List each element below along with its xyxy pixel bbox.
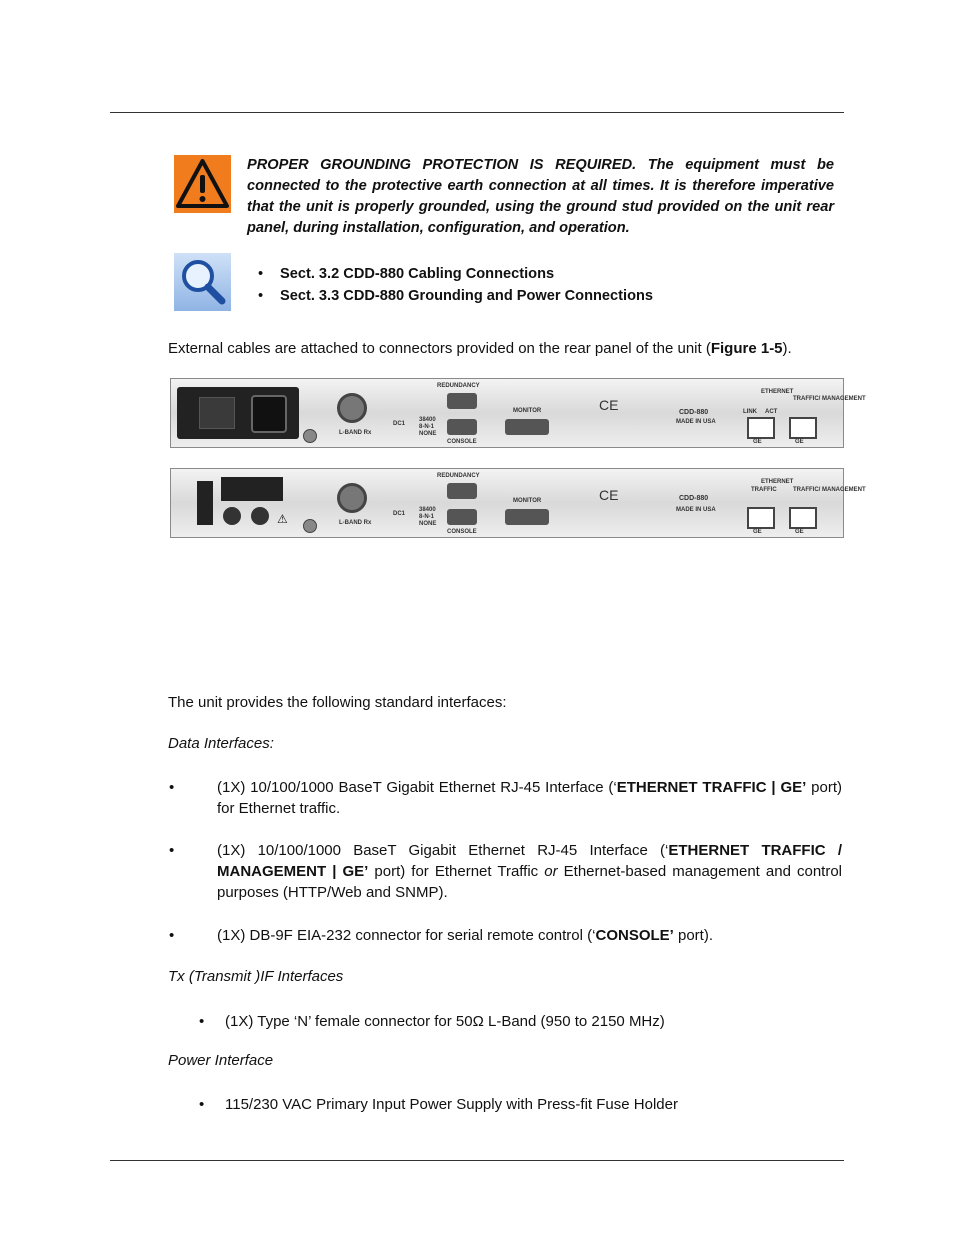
magnifier-icon xyxy=(174,253,231,311)
power-inlet xyxy=(251,395,287,433)
rear-panel-ac: L-BAND Rx DC1 REDUNDANCY 38400 8-N-1 NONE CONSOLE MONITOR CE CDD-880 MADE IN USA ETHERNET TRAFFIC/ MANAGEMENT LINK ACT GE GE xyxy=(170,378,844,448)
grounding-warning-text: PROPER GROUNDING PROTECTION IS REQUIRED. The equipment must be connected to the protective earth connection at all times. It is therefore imperative that the unit is properly grounded, using the ground stud provided on the unit rear panel, during installation, configuration, and operation. xyxy=(247,157,834,236)
lband-connector xyxy=(337,483,367,513)
ethernet-traffic-port xyxy=(747,507,775,529)
dc-fuse-2 xyxy=(251,507,269,525)
reference-list xyxy=(258,263,653,307)
monitor-port xyxy=(505,509,549,525)
console-port xyxy=(447,509,477,525)
power-interface-heading: Power Interface xyxy=(168,1052,274,1069)
reference-item[interactable]: • Sect. 3.3 CDD-880 Grounding and Power Connections xyxy=(258,285,653,307)
dc-terminal-block xyxy=(221,477,283,501)
console-port xyxy=(447,419,477,435)
ethernet-mgmt-port xyxy=(789,507,817,529)
interfaces-intro: The unit provides the following standard interfaces: xyxy=(168,694,507,711)
data-interfaces-heading: Data Interfaces: xyxy=(168,735,274,752)
ethernet-traffic-port xyxy=(747,417,775,439)
power-switch xyxy=(199,397,235,429)
monitor-port xyxy=(505,419,549,435)
redundancy-port xyxy=(447,393,477,409)
ground-stud xyxy=(303,519,317,533)
warning-triangle-icon xyxy=(174,155,231,213)
ground-stud xyxy=(303,429,317,443)
tx-interfaces-heading: Tx (Transmit )IF Interfaces xyxy=(168,968,344,985)
dc-power-switch xyxy=(197,481,213,525)
intro-paragraph: External cables are attached to connectors provided on the rear panel of the unit (Figure 1-5). xyxy=(168,340,792,357)
reference-item[interactable]: • Sect. 3.2 CDD-880 Cabling Connections xyxy=(258,263,653,285)
lband-connector xyxy=(337,393,367,423)
header-rule xyxy=(110,112,844,113)
caution-icon: ⚠ xyxy=(277,512,288,526)
figure-reference-link[interactable]: Figure 1-5 xyxy=(710,340,783,357)
ethernet-mgmt-port xyxy=(789,417,817,439)
dc-fuse-1 xyxy=(223,507,241,525)
redundancy-port xyxy=(447,483,477,499)
footer-rule xyxy=(110,1160,844,1161)
rear-panel-dc: ⚠ L-BAND Rx DC1 REDUNDANCY 38400 8-N-1 NONE CONSOLE MONITOR CE CDD-880 MADE IN USA ETHERNET TRAFFIC TRAFFIC/ MANAGEMENT GE GE xyxy=(170,468,844,538)
